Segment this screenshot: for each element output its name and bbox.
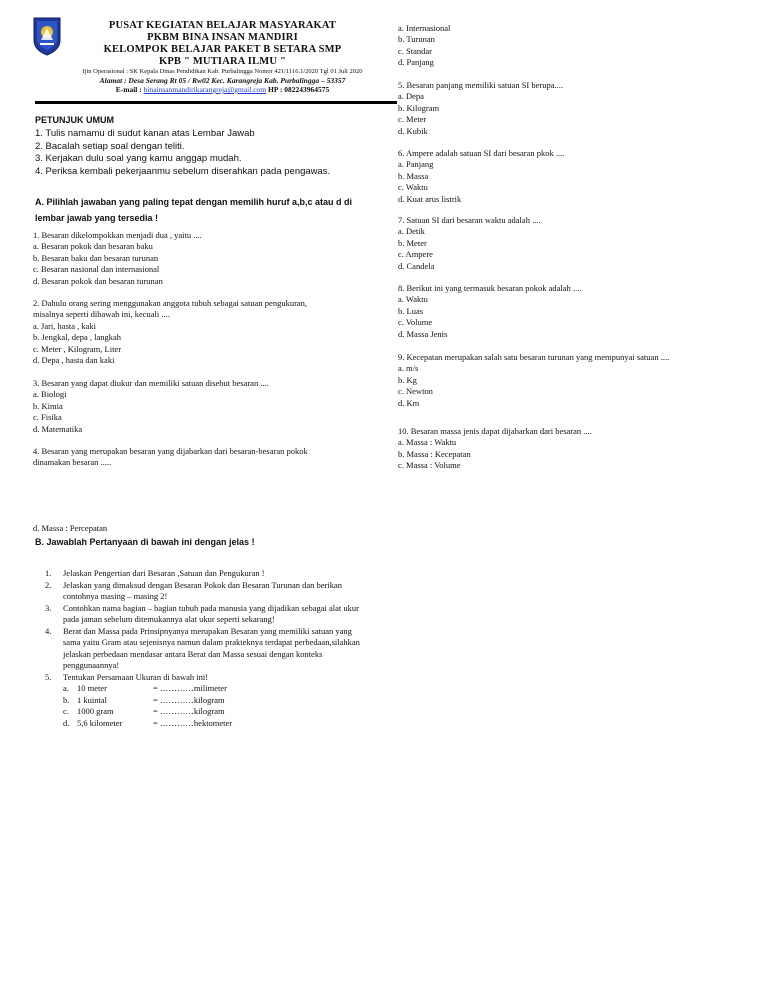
conversion-right: = …………hektometer xyxy=(153,717,233,728)
option-b: b. Turunan xyxy=(398,34,435,45)
question-stem: 9. Kecepatan merupakan salah satu besaran turunan yang mempunyai satuan .... xyxy=(398,352,670,362)
essay-text: Jelaskan yang dimaksud dengan Besaran Pokok dan Besaran Turunan dan berikan contohnya masing – masing 2! xyxy=(63,579,343,601)
option-c: c. Waktu xyxy=(398,182,428,193)
essay-number: 4. xyxy=(45,625,52,636)
option-a: a. Jari, hasta , kaki xyxy=(33,320,97,331)
header-contact xyxy=(50,85,395,94)
conversion-right: = …………kilogram xyxy=(153,706,225,716)
question-8 xyxy=(398,283,728,340)
petunjuk-list xyxy=(35,128,330,178)
option-d: d. Candela xyxy=(398,260,435,271)
option-a: a. Waktu xyxy=(398,294,428,305)
header-line-4: KPB " MUTIARA ILMU " xyxy=(158,56,287,67)
question-stem: 1. Besaran dikelompokkan menjadi dua , yaitu .... xyxy=(33,230,202,240)
option-a: a. Panjang xyxy=(398,159,434,170)
option-b: b. Kimia xyxy=(33,400,63,411)
conversion-left: 5,6 kilometer xyxy=(77,717,123,728)
conversion-label: a. xyxy=(63,683,69,693)
option-a: a. Massa : Waktu xyxy=(398,437,457,448)
option-a: a. Detik xyxy=(398,226,425,237)
question-9 xyxy=(398,352,728,409)
conversion-row xyxy=(63,683,365,695)
option-d: d. Kuat arus listrik xyxy=(398,193,462,204)
conversion-label: b. xyxy=(63,694,70,705)
essay-questions xyxy=(45,568,365,729)
option-c: c. Newton xyxy=(398,386,433,397)
conversion-row xyxy=(63,706,365,718)
petunjuk-title: PETUNJUK UMUM xyxy=(35,115,115,125)
question-4-options xyxy=(398,23,728,69)
option-c: c. Meter xyxy=(398,114,427,125)
essay-question-2 xyxy=(45,580,365,603)
petunjuk-item: 4. Periksa kembali pekerjaanmu sebelum diserahkan pada pengawas. xyxy=(35,165,331,177)
essay-number: 3. xyxy=(45,602,52,613)
question-6 xyxy=(398,148,728,205)
question-stem: 6. Ampere adalah satuan SI dari besaran pkok .... xyxy=(398,148,565,158)
header-line-3: KELOMPOK BELAJAR PAKET B SETARA SMP xyxy=(103,44,342,55)
option-b: b. Massa xyxy=(398,170,429,181)
conversion-label: d. xyxy=(63,717,70,728)
question-stem: 2. Dahulu orang sering menggunakan anggota tubuh sebagai satuan pengukuran, xyxy=(33,298,308,308)
option-c: c. Massa : Volume xyxy=(398,460,461,471)
option-d: d. Kubik xyxy=(398,125,428,136)
conversion-right: = …………kilogram xyxy=(153,694,225,705)
phone-number: HP : 082243964575 xyxy=(266,85,330,94)
question-1 xyxy=(33,230,363,287)
header-line-1: PUSAT KEGIATAN BELAJAR MASYARAKAT xyxy=(108,20,337,31)
option-c: c. Ampere xyxy=(398,249,433,260)
option-c: c. Standar xyxy=(398,45,432,56)
option-a: a. Besaran pokok dan besaran baku xyxy=(33,241,153,252)
essay-text: Jelaskan Pengertian dari Besaran ,Satuan dan Pengukuran ! xyxy=(63,568,265,578)
option-d: d. Besaran pokok dan besaran turunan xyxy=(33,275,163,286)
essay-question-4 xyxy=(45,626,365,672)
section-a-title: A. Pilihlah jawaban yang paling tepat dengan memilih huruf a,b,c atau d di lembar jawab yang tersedia ! xyxy=(35,197,353,223)
option-a: a. Internasional xyxy=(398,23,451,33)
letterhead xyxy=(50,20,395,94)
option-d: d. Km xyxy=(398,397,420,408)
option-b: b. Besaran baku dan besaran turunan xyxy=(33,252,159,263)
option-c: c. Meter , Kilogram, Liter xyxy=(33,343,122,354)
email-label: E-mail : xyxy=(115,85,144,94)
option-d: d. Massa : Percepatan xyxy=(33,523,108,533)
question-10-option-d xyxy=(33,523,363,534)
conversion-label: c. xyxy=(63,706,69,716)
option-a: a. Depa xyxy=(398,91,424,102)
conversion-left: 1000 gram xyxy=(77,706,114,716)
conversion-left: 1 kuintal xyxy=(77,694,107,705)
essay-question-1 xyxy=(45,568,365,580)
section-b-title: B. Jawablah Pertanyaan di bawah ini dengan jelas ! xyxy=(35,537,255,547)
question-stem: 7. Satuan SI dari besaran waktu adalah .... xyxy=(398,215,541,225)
question-stem-cont: dinamakan besaran ..... xyxy=(33,457,112,468)
option-b: b. Jengkal, depa , langkah xyxy=(33,332,122,343)
question-stem: 5. Besaran panjang memiliki satuan SI berupa.... xyxy=(398,80,563,90)
essay-number: 1. xyxy=(45,568,52,578)
option-a: a. Biologi xyxy=(33,389,67,400)
essay-text: Berat dan Massa pada Prinsipnyanya merupakan Besaran yang memiliki satuan yang sama yaitu Gram atau sejenisnya namun dalam prakteknya terdapat perbedaan,silahkan jelaskan perbedaan mendasar antara Berat dan Massa sesuai dengan konteks penggunaannya! xyxy=(63,625,360,670)
petunjuk-item: 1. Tulis namamu di sudut kanan atas Lembar Jawab xyxy=(35,128,255,139)
question-10 xyxy=(398,426,728,472)
essay-text: Contohkan nama bagian – bagian tubuh pada manusia yang dijadikan sebagai alat ukur pada jaman sebelum ditemukannya alat ukur seperti sekarang! xyxy=(63,602,359,624)
question-stem: 10. Besaran massa jenis dapat dijabarkan dari besaran .... xyxy=(398,426,592,436)
option-d: d. Panjang xyxy=(398,57,434,68)
conversion-left: 10 meter xyxy=(77,683,107,693)
header-address: Alamat : Desa Serang Rt 05 / Rw02 Kec. Karangreja Kab. Purbalingga – 53357 xyxy=(99,76,346,85)
question-stem: 8. Berikut ini yang termasuk besaran pokok adalah .... xyxy=(398,283,582,293)
question-7 xyxy=(398,215,728,272)
petunjuk-item: 2. Bacalah setiap soal dengan teliti. xyxy=(35,140,185,152)
option-b: b. Kg xyxy=(398,374,417,385)
essay-question-3 xyxy=(45,603,365,626)
option-c: c. Besaran nasional dan internasional xyxy=(33,264,160,275)
conversion-row xyxy=(63,695,365,707)
option-d: d. Massa Jenis xyxy=(398,328,448,339)
option-a: a. m/s xyxy=(398,363,419,374)
essay-number: 5. xyxy=(45,671,52,682)
option-c: c. Fisika xyxy=(33,412,62,423)
option-b: b. Luas xyxy=(398,305,424,316)
question-stem-cont: misalnya seperti dibawah ini, kecuali .... xyxy=(33,309,170,320)
petunjuk-item: 3. Kerjakan dulu soal yang kamu anggap mudah. xyxy=(35,153,242,165)
email-link[interactable]: binainsanmandirikarangreja@gmail.com xyxy=(143,85,267,94)
question-4-stem xyxy=(33,446,363,469)
option-b: b. Massa : Kecepatan xyxy=(398,448,471,459)
header-permit: Ijin Operasional : SK Kepala Dinas Pendidikan Kab. Purbalingga Nomor 421/1116.1/2020 Tgl 01 Juli 2020 xyxy=(82,68,363,75)
question-2 xyxy=(33,298,363,366)
conversion-row xyxy=(63,718,365,730)
question-stem: 3. Besaran yang dapat diukur dan memiliki satuan disebut besaran .... xyxy=(33,378,269,388)
option-c: c. Volume xyxy=(398,317,433,328)
question-3 xyxy=(33,378,363,435)
option-b: b. Meter xyxy=(398,237,427,248)
option-d: d. Depa , hasta dan kaki xyxy=(33,355,115,366)
option-d: d. Matematika xyxy=(33,423,83,434)
header-divider xyxy=(35,101,397,104)
essay-text: Tentukan Persamaan Ukuran di bawah ini! xyxy=(63,671,209,682)
conversion-right: = …………milimeter xyxy=(153,683,227,693)
header-line-2: PKBM BINA INSAN MANDIRI xyxy=(147,32,298,43)
essay-question-5 xyxy=(45,672,365,684)
question-stem: 4. Besaran yang merupakan besaran yang dijabarkan dari besaran-besaran pokok xyxy=(33,446,308,456)
option-b: b. Kilogram xyxy=(398,102,440,113)
question-5 xyxy=(398,80,728,137)
essay-number: 2. xyxy=(45,579,52,590)
